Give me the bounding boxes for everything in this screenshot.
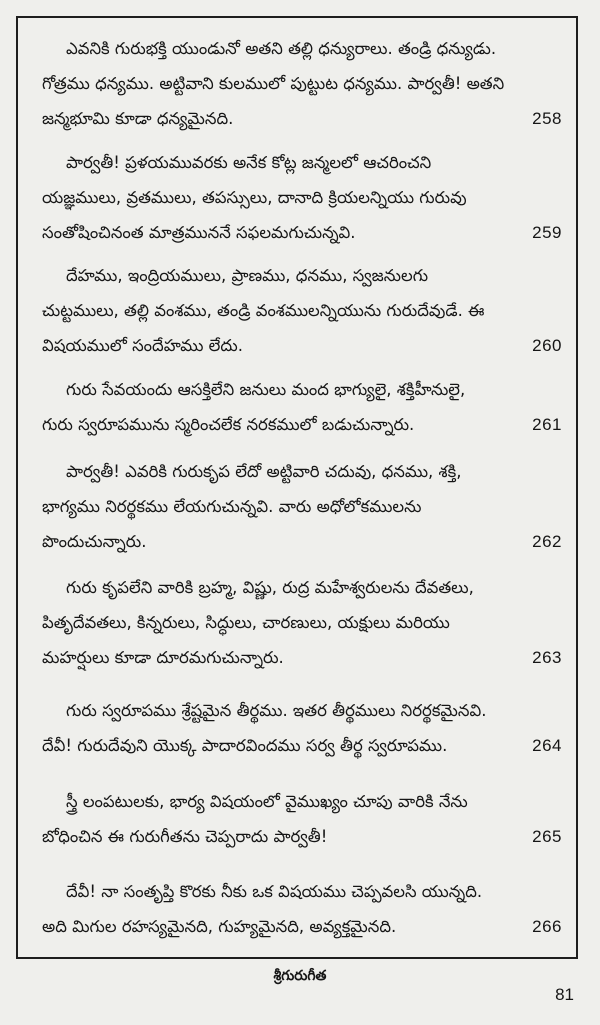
verse-line: పొందుచున్నారు.	[42, 532, 147, 551]
verse-line: చుట్టములు, తల్లి వంశము, తండ్రి వంశములన్నియును గురుదేవుడే. ఈ	[42, 301, 485, 320]
verse-number: 262	[532, 532, 562, 551]
verse-line: పార్వతీ! ప్రళయమువరకు అనేక కోట్ల జన్మలలో ఆచరించని	[66, 153, 432, 172]
verse-number: 264	[532, 736, 562, 755]
book-title: శ్రీగురుగీత	[273, 968, 327, 984]
verse-line: దేవీ! గురుదేవుని యొక్క పాదారవిందము సర్వ తీర్థ స్వరూపము.	[42, 736, 448, 755]
verse-line: గురు సేవయందు ఆసక్తిలేని జనులు మంద భాగ్యులై, శక్తిహీనులై,	[66, 380, 466, 399]
verse-number: 260	[532, 336, 562, 355]
verse-number: 266	[532, 917, 562, 936]
verse-261	[42, 372, 562, 442]
verse-262	[42, 454, 562, 559]
verse-line: సంతోషించినంత మాత్రముననే సఫలమగుచున్నవి.	[42, 223, 356, 242]
verse-265	[42, 784, 562, 854]
verse-line: మహర్షులు కూడా దూరమగుచున్నారు.	[42, 648, 284, 667]
verse-line: గురు కృపలేని వారికి బ్రహ్మ, విష్ణు, రుద్ర మహేశ్వరులను దేవతలు,	[66, 578, 474, 597]
verse-line: దేహము, ఇంద్రియములు, ప్రాణము, ధనము, స్వజనులగు	[66, 266, 429, 285]
verse-line: స్త్రీ లంపటులకు, భార్య విషయంలో వైముఖ్యం చూపు వారికి నేను	[66, 792, 468, 811]
verse-line: భాగ్యము నిరర్థకము లేయగుచున్నవి. వారు అధోలోకములను	[42, 497, 422, 516]
verse-259	[42, 145, 562, 250]
page-number: 81	[555, 985, 574, 1004]
verse-line: బోధించిన ఈ గురుగీతను చెప్పరాదు పార్వతీ!	[42, 827, 328, 846]
verse-line: గురు స్వరూపమును స్మరించలేక నరకములో బడుచున్నారు.	[42, 415, 415, 434]
verse-line: జన్మభూమి కూడా ధన్యమైనది.	[42, 109, 234, 128]
verse-line: ఎవనికి గురుభక్తి యుండునో అతని తల్లి ధన్యురాలు. తండ్రి ధన్యుడు.	[66, 39, 497, 58]
verse-line: గోత్రము ధన్యము. అట్టివాని కులములో పుట్టుట ధన్యము. పార్వతీ! అతని	[42, 74, 505, 93]
verse-264	[42, 693, 562, 763]
verse-number: 259	[532, 223, 562, 242]
verse-line: పార్వతీ! ఎవరికి గురుకృప లేదో అట్టివారి చదువు, ధనము, శక్తి,	[66, 462, 462, 481]
verse-260	[42, 258, 562, 363]
verse-258	[42, 31, 562, 136]
verse-line: యజ్ఞములు, వ్రతములు, తపస్సులు, దానాది క్రియలన్నియు గురువు	[42, 188, 467, 207]
verse-line: గురు స్వరూపము శ్రేష్టమైన తీర్థము. ఇతర తీర్థములు నిరర్థకమైనవి.	[66, 701, 487, 720]
verse-line: విషయములో సందేహము లేదు.	[42, 336, 243, 355]
verse-number: 263	[532, 648, 562, 667]
verse-number: 261	[532, 415, 562, 434]
verse-266	[42, 874, 562, 944]
verse-number: 258	[532, 109, 562, 128]
verse-number: 265	[532, 827, 562, 846]
verse-263	[42, 570, 562, 675]
verse-line: దేవీ! నా సంతృప్తి కొరకు నీకు ఒక విషయము చెప్పవలసి యున్నది.	[66, 882, 483, 901]
verse-line: అది మిగుల రహస్యమైనది, గుహ్యమైనది, అవ్యక్తమైనది.	[42, 917, 397, 936]
verse-line: పితృదేవతలు, కిన్నరులు, సిద్ధులు, చారణులు, యక్షులు మరియు	[42, 613, 450, 632]
